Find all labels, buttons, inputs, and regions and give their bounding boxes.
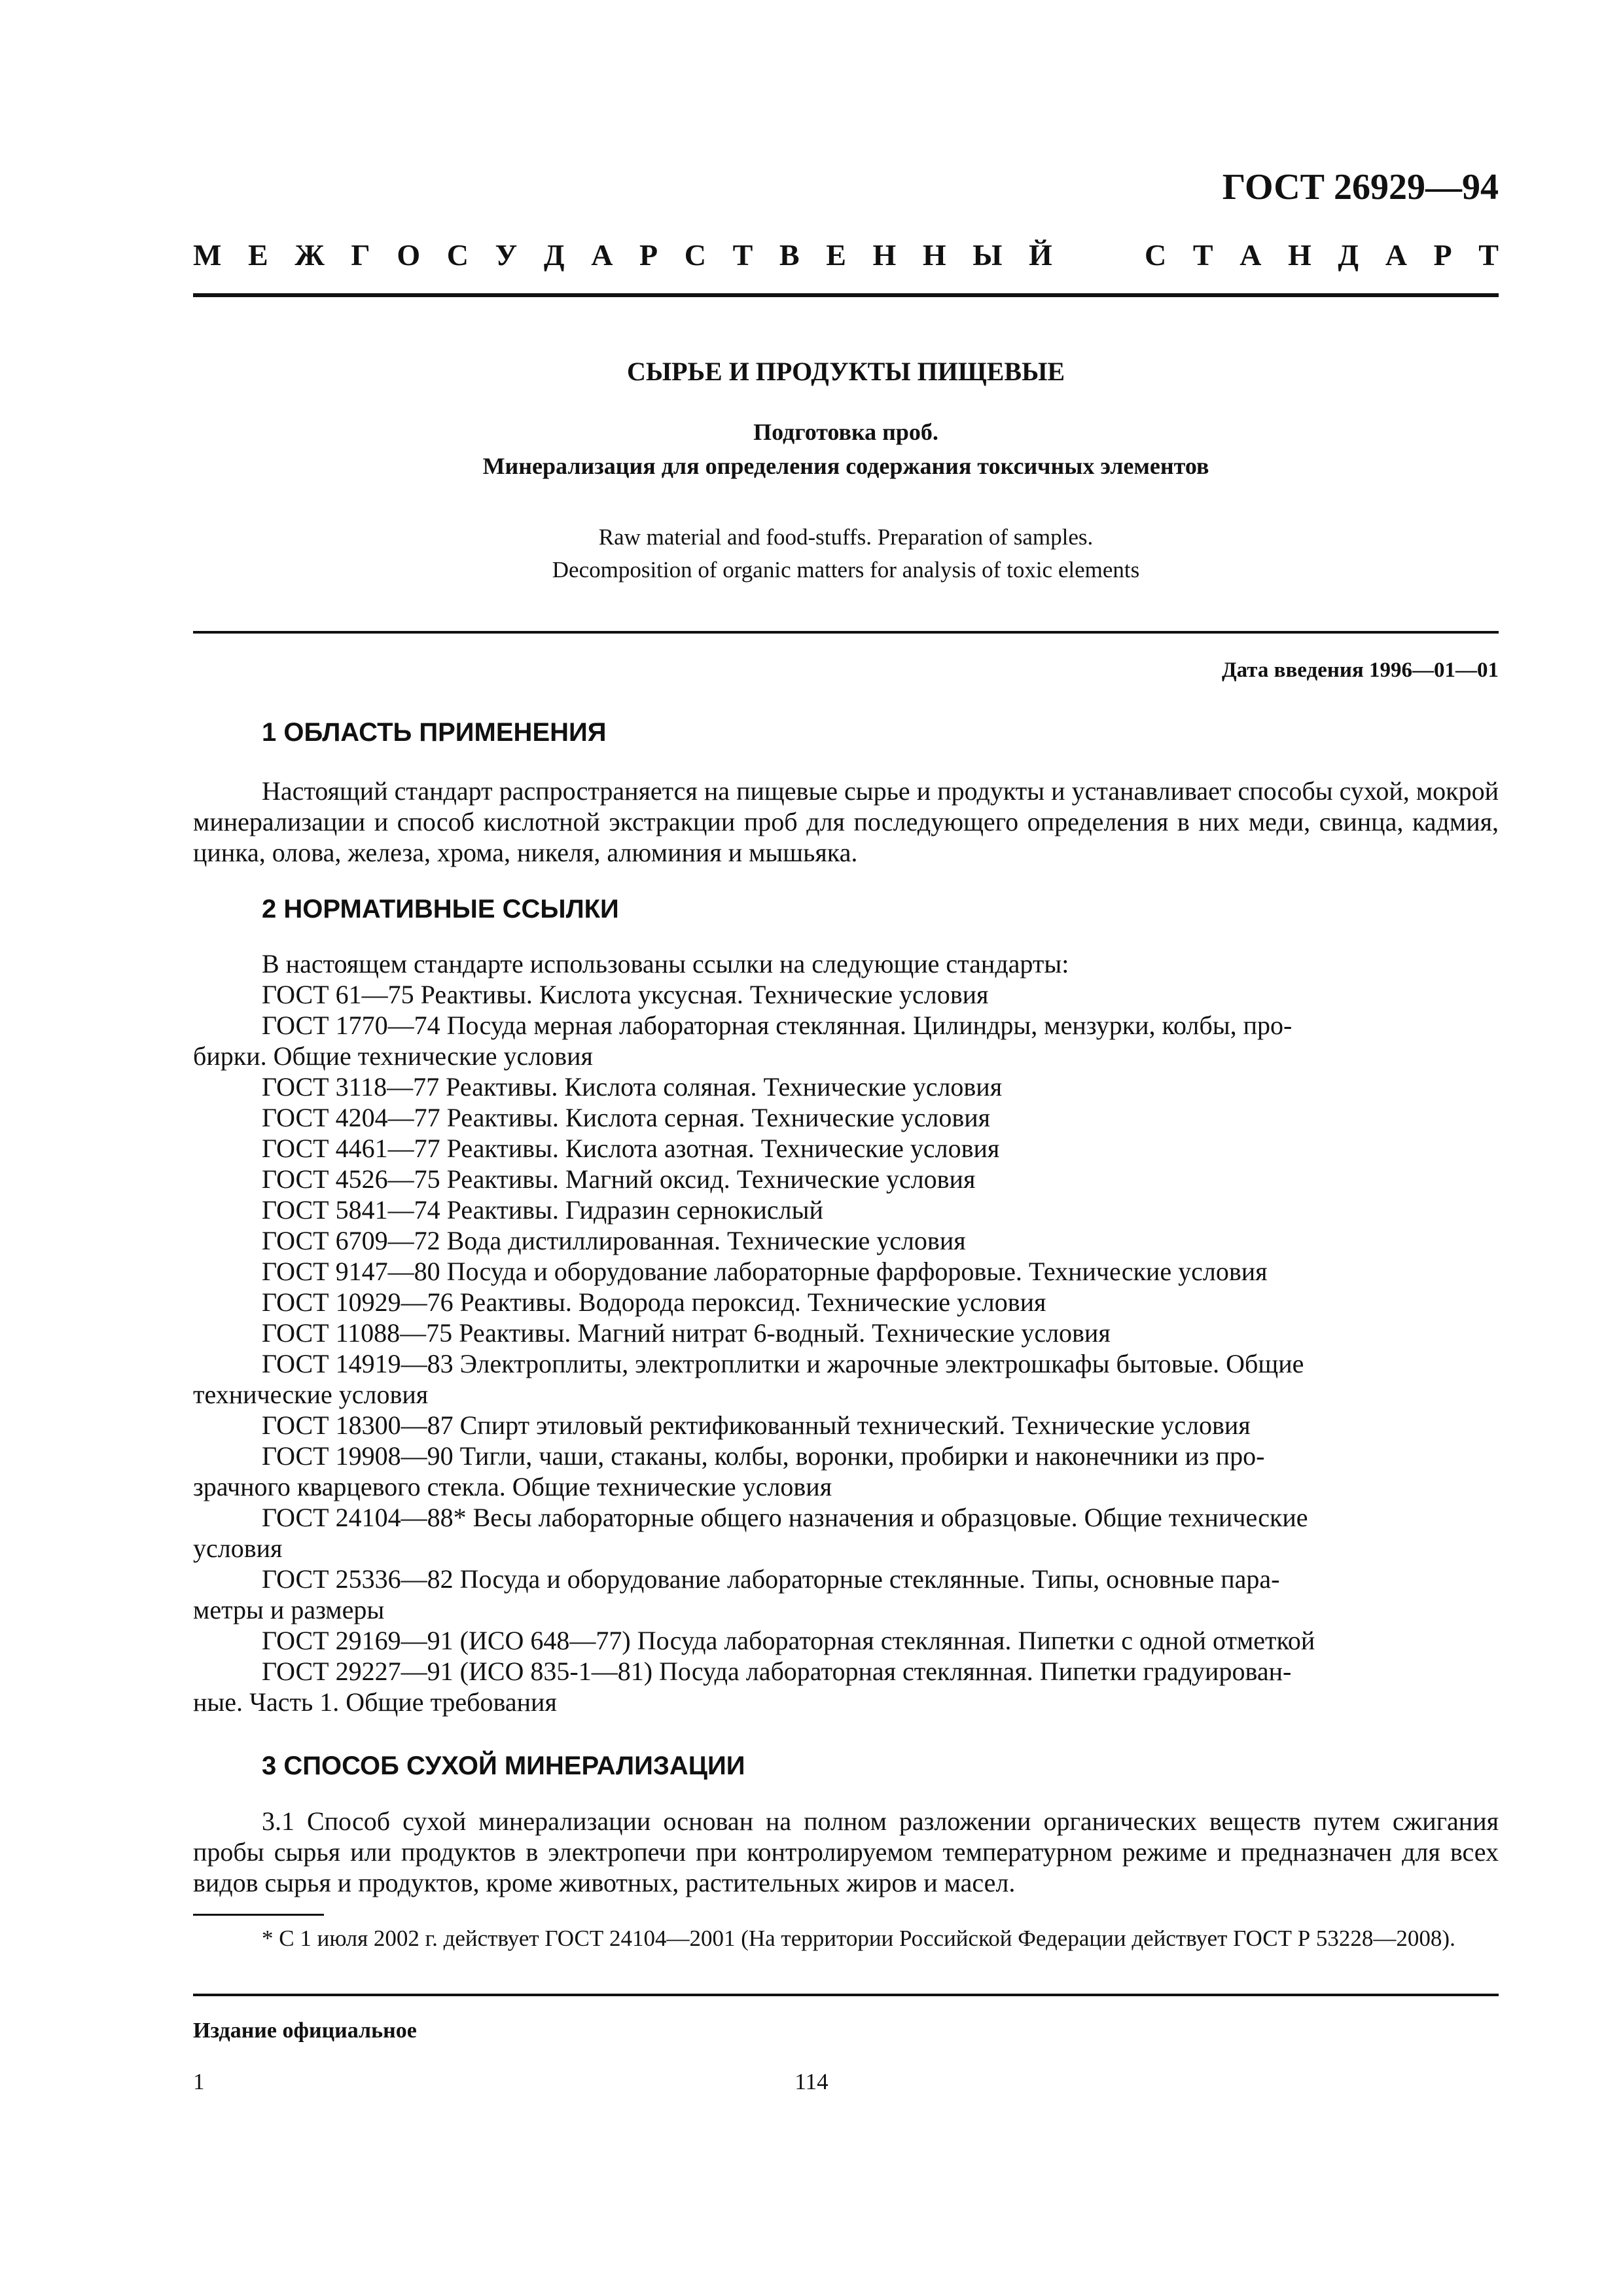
banner-letter: В xyxy=(779,238,800,272)
section-1-heading: 1 ОБЛАСТЬ ПРИМЕНЕНИЯ xyxy=(262,718,607,747)
banner-letter: Т xyxy=(732,238,753,272)
banner-letter: С xyxy=(684,238,706,272)
section-2-heading: 2 НОРМАТИВНЫЕ ССЫЛКИ xyxy=(262,895,619,924)
gost-number: ГОСТ 26929—94 xyxy=(1222,167,1499,207)
subtitle-line: Минерализация для определения содержания токсичных элементов xyxy=(482,453,1209,479)
reference-item: ГОСТ 6709—72 Вода дистиллированная. Технические условия xyxy=(262,1226,966,1255)
references-intro: В настоящем стандарте использованы ссылки на следующие стандарты: xyxy=(262,949,1069,978)
reference-item-continued: бирки. Общие технические условия xyxy=(193,1041,593,1071)
banner-letter: Ы xyxy=(972,238,1003,272)
header-divider xyxy=(193,293,1499,297)
introduction-date: Дата введения 1996—01—01 xyxy=(1221,658,1499,682)
section-3-text: 3.1 Способ сухой минерализации основан на полном разложении органических веществ путем сжигания пробы сырья или продуктов в электропечи при контролируемом температурном режиме и предназначен для всех видов сырья и продуктов, кроме животных, растительных жиров и масел. xyxy=(193,1806,1499,1897)
banner-letter: А xyxy=(591,238,613,272)
banner-letter: Й xyxy=(1029,238,1052,272)
reference-item: ГОСТ 18300—87 Спирт этиловый ректификованный технический. Технические условия xyxy=(262,1410,1251,1440)
reference-item-continued: ные. Часть 1. Общие требования xyxy=(193,1687,557,1717)
english-title-line: Raw material and food-stuffs. Preparation of samples. xyxy=(598,524,1094,550)
title-divider xyxy=(193,631,1499,634)
reference-item: ГОСТ 9147—80 Посуда и оборудование лабораторные фарфоровые. Технические условия xyxy=(262,1257,1268,1286)
reference-item: ГОСТ 4526—75 Реактивы. Магний оксид. Технические условия xyxy=(262,1164,976,1194)
banner-letter: С xyxy=(446,238,469,272)
reference-item: ГОСТ 19908—90 Тигли, чаши, стаканы, колбы, воронки, пробирки и наконечники из про- xyxy=(262,1441,1265,1471)
normative-references-list xyxy=(193,948,1499,1717)
banner-letter: Г xyxy=(351,238,370,272)
reference-item: ГОСТ 11088—75 Реактивы. Магний нитрат 6-водный. Технические условия xyxy=(262,1318,1111,1348)
footnote: * С 1 июля 2002 г. действует ГОСТ 24104—2001 (На территории Российской Федерации действует ГОСТ Р 53228—2008). xyxy=(262,1926,1455,1951)
banner-letter: О xyxy=(397,238,421,272)
reference-item: ГОСТ 5841—74 Реактивы. Гидразин сернокислый xyxy=(262,1195,823,1225)
reference-item: ГОСТ 4204—77 Реактивы. Кислота серная. Технические условия xyxy=(262,1103,991,1132)
reference-item-continued: зрачного кварцевого стекла. Общие технические условия xyxy=(193,1472,832,1501)
banner-letter: С xyxy=(1145,238,1167,272)
reference-item: ГОСТ 29227—91 (ИСО 835-1—81) Посуда лабораторная стеклянная. Пипетки градуирован- xyxy=(262,1657,1292,1686)
banner-letter: У xyxy=(495,238,518,272)
banner-letter: М xyxy=(193,238,222,272)
banner-letter: Р xyxy=(639,238,658,272)
reference-item: ГОСТ 29169—91 (ИСО 648—77) Посуда лабораторная стеклянная. Пипетки с одной отметкой xyxy=(262,1626,1315,1655)
english-title xyxy=(193,521,1499,586)
subtitle-line: Подготовка проб. xyxy=(753,419,938,445)
page-number-left: 1 xyxy=(193,2069,205,2094)
reference-item: ГОСТ 14919—83 Электроплиты, электроплитки и жарочные электрошкафы бытовые. Общие xyxy=(262,1349,1304,1378)
reference-item-continued: метры и размеры xyxy=(193,1595,385,1624)
footer-divider xyxy=(193,1994,1499,1996)
banner-letter: Н xyxy=(872,238,897,272)
reference-item: ГОСТ 24104—88* Весы лабораторные общего назначения и образцовые. Общие технические xyxy=(262,1503,1308,1532)
interstate-standard-banner xyxy=(193,234,1499,276)
banner-letter: Д xyxy=(543,238,565,272)
document-subtitle xyxy=(193,415,1499,483)
edition-label: Издание официальное xyxy=(193,2018,417,2043)
reference-item: ГОСТ 61—75 Реактивы. Кислота уксусная. Технические условия xyxy=(262,980,989,1009)
banner-letter: Ж xyxy=(294,238,325,272)
reference-item: ГОСТ 4461—77 Реактивы. Кислота азотная. Технические условия xyxy=(262,1134,1000,1163)
banner-letter: Е xyxy=(826,238,846,272)
reference-item: ГОСТ 10929—76 Реактивы. Водорода пероксид. Технические условия xyxy=(262,1287,1046,1317)
section-3-heading: 3 СПОСОБ СУХОЙ МИНЕРАЛИЗАЦИИ xyxy=(262,1751,745,1780)
banner-letter: Д xyxy=(1338,238,1359,272)
banner-letter: А xyxy=(1385,238,1407,272)
page-number-center: 114 xyxy=(794,2069,829,2094)
banner-letter: Н xyxy=(1288,238,1311,272)
banner-letter: Е xyxy=(248,238,268,272)
banner-letter: А xyxy=(1240,238,1262,272)
reference-item: ГОСТ 25336—82 Посуда и оборудование лабораторные стеклянные. Типы, основные пара- xyxy=(262,1564,1280,1594)
section-1-text: Настоящий стандарт распространяется на пищевые сырье и продукты и устанавливает способы сухой, мокрой минерализации и способ кислотной экстракции проб для последующего определения в них меди, свинца, кадмия, цинка, олова, железа, хрома, никеля, алюминия и мышьяка. xyxy=(193,776,1499,867)
document-title: СЫРЬЕ И ПРОДУКТЫ ПИЩЕВЫЕ xyxy=(626,357,1065,386)
reference-item-continued: технические условия xyxy=(193,1380,429,1409)
reference-item: ГОСТ 1770—74 Посуда мерная лабораторная стеклянная. Цилиндры, мензурки, колбы, про- xyxy=(262,1011,1293,1040)
reference-item-continued: условия xyxy=(193,1534,283,1563)
footnote-separator xyxy=(193,1914,324,1916)
english-title-line: Decomposition of organic matters for analysis of toxic elements xyxy=(552,557,1140,583)
banner-letter: Р xyxy=(1433,238,1452,272)
banner-letter: Н xyxy=(922,238,946,272)
banner-letter: Т xyxy=(1192,238,1213,272)
reference-item: ГОСТ 3118—77 Реактивы. Кислота соляная. Технические условия xyxy=(262,1072,1003,1102)
banner-letter: Т xyxy=(1478,238,1499,272)
